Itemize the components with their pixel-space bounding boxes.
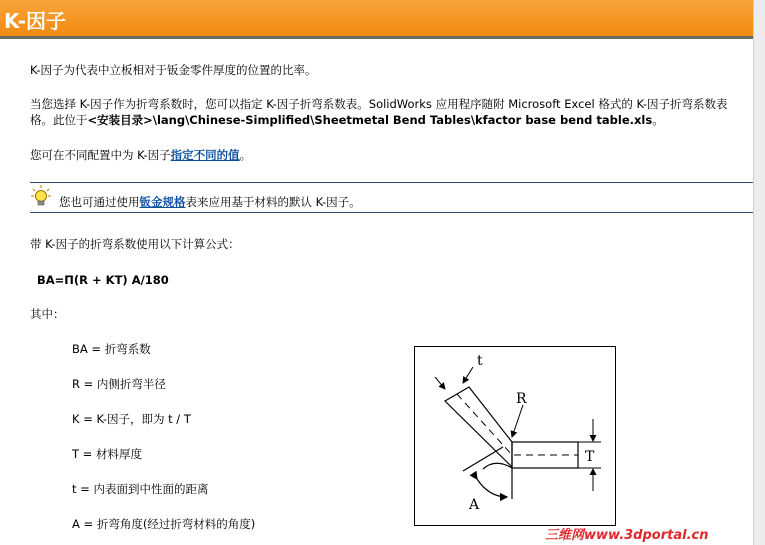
install-path: <安装目录>\lang\Chinese-Simplified\Sheetmetal Bend Tables\kfactor base bend table.xls (87, 113, 653, 127)
select-line2-prefix: 格。此位于 (30, 113, 88, 127)
page-title: K-因子 (4, 9, 67, 33)
header-divider (0, 36, 753, 39)
definition-item: t = 内表面到中性面的距离 (72, 482, 209, 496)
select-paragraph-line2 (30, 112, 664, 128)
definition-item: R = 内侧折弯半径 (72, 377, 166, 391)
definition-item: A = 折弯角度(经过折弯材料的角度) (72, 517, 256, 531)
tip-bottom-rule (30, 212, 753, 213)
k-factor-diagram (414, 346, 616, 526)
tip-top-rule (30, 182, 753, 183)
select-line2-suffix: 。 (652, 113, 664, 127)
vertical-scrollbar[interactable] (753, 0, 765, 545)
watermark-logo: 三维网www.3dportal.cn (545, 528, 709, 543)
label-thickness: T (585, 449, 595, 465)
bend-diagram-drawing (415, 347, 615, 525)
tip-paragraph (59, 194, 361, 210)
config-prefix: 您可在不同配置中为 K-因子 (30, 148, 171, 162)
intro-paragraph: K-因子为代表中立板相对于钣金零件厚度的位置的比率。 (30, 63, 317, 77)
config-suffix: 。 (239, 148, 252, 162)
sheet-metal-gauge-link[interactable]: 钣金规格 (139, 195, 186, 209)
select-paragraph-line1: 当您选择 K-因子作为折弯系数时，您可以指定 K-因子折弯系数表。SolidWorks 应用程序随附 Microsoft Excel 格式的 K-因子折弯系数表 (30, 97, 728, 111)
specify-different-values-link[interactable]: 指定不同的值 (170, 148, 240, 162)
definition-item: K = K-因子，即为 t / T (72, 412, 191, 426)
definition-item: T = 材料厚度 (72, 447, 142, 461)
where-label: 其中： (30, 307, 65, 321)
label-r: R (516, 391, 527, 407)
config-paragraph (30, 147, 251, 163)
label-t: t (477, 353, 483, 369)
page-header (0, 0, 753, 36)
bend-allowance-formula: BA=Π(R + KT) A/180 (37, 273, 169, 287)
tip-prefix: 您也可通过使用 (59, 195, 140, 209)
tip-suffix: 表来应用基于材料的默认 K-因子。 (185, 195, 361, 209)
label-angle: A (469, 497, 480, 513)
definition-item: BA = 折弯系数 (72, 342, 151, 356)
formula-intro: 带 K-因子的折弯系数使用以下计算公式： (30, 237, 240, 251)
lightbulb-icon (30, 184, 52, 208)
